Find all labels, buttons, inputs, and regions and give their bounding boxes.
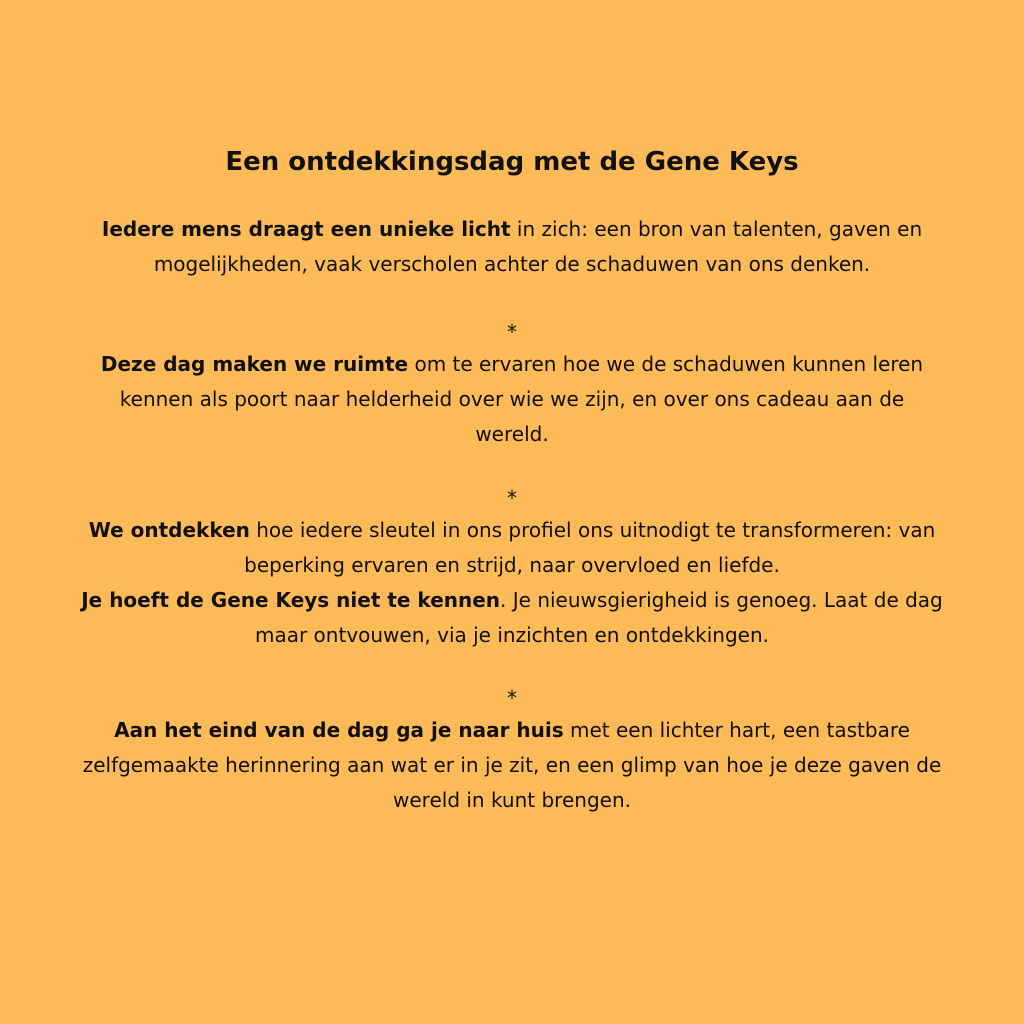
paragraph-intro [80,212,944,282]
paragraph-end-bold: Aan het eind van de dag ga je naar huis [114,718,564,742]
paragraph-end [80,678,944,818]
paragraph-discover-text: hoe iedere sleutel in ons profiel ons uitnodigt te transformeren: van beperking ervaren en strijd, naar overvloed en liefde. [244,518,936,577]
paragraph-discover-bold-2: Je hoeft de Gene Keys niet te kennen [81,588,501,612]
paragraph-space [80,312,944,452]
paragraph-discover [80,478,944,653]
separator-star: * [507,486,517,510]
paragraph-end-text: met een lichter hart, een tastbare zelfgemaakte herinnering aan wat er in je zit, en een glimp van hoe je deze gaven de wereld in kunt brengen. [82,718,942,812]
paragraph-discover-bold: We ontdekken [88,518,250,542]
separator-star: * [507,686,517,710]
paragraph-space-bold: Deze dag maken we ruimte [100,352,409,376]
paragraph-discover-text-2: . Je nieuwsgierigheid is genoeg. Laat de dag maar ontvouwen, via je inzichten en ontdekkingen. [254,588,943,647]
separator-star: * [507,320,517,344]
paragraph-intro-text: in zich: een bron van talenten, gaven en mogelijkheden, vaak verscholen achter de schaduwen van ons denken. [153,217,923,276]
page-title: Een ontdekkingsdag met de Gene Keys [225,147,799,177]
paragraph-intro-bold: Iedere mens draagt een unieke licht [101,217,511,241]
paragraph-space-text: om te ervaren hoe we de schaduwen kunnen leren kennen als poort naar helderheid over wie we zijn, en over ons cadeau aan de wereld. [119,352,924,446]
